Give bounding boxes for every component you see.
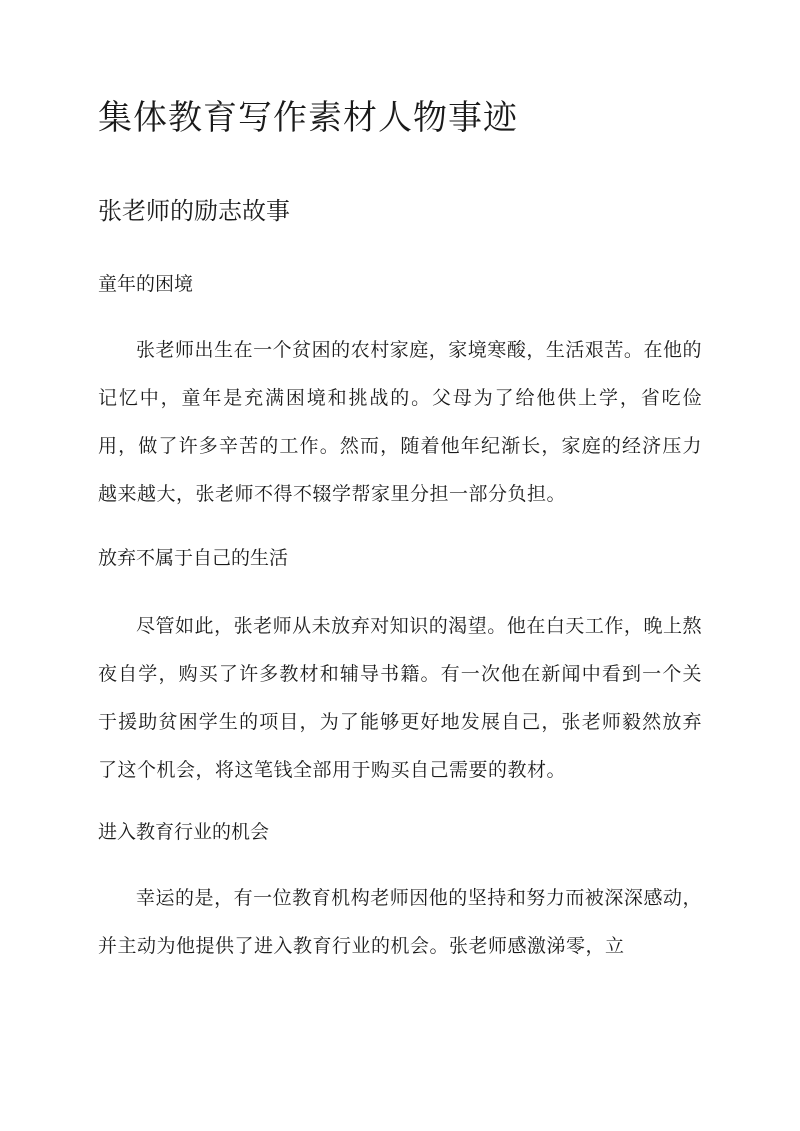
- paragraph-childhood: 张老师出生在一个贫困的农村家庭，家境寒酸，生活艰苦。在他的记忆中，童年是充满困境和挑战的。父母为了给他供上学，省吃俭用，做了许多辛苦的工作。然而，随着他年纪渐长，家庭的经济压力越来越大，张老师不得不辍学帮家里分担一部分负担。: [98, 339, 702, 505]
- paragraph-giving-up: 尽管如此，张老师从未放弃对知识的渴望。他在白天工作，晚上熬夜自学，购买了许多教材和辅导书籍。有一次他在新闻中看到一个关于援助贫困学生的项目，为了能够更好地发展自己，张老师毅然放弃了这个机会，将这笔钱全部用于购买自己需要的教材。: [98, 615, 702, 781]
- subheading-education-opportunity: 进入教育行业的机会: [98, 821, 270, 843]
- paragraph-education-opportunity: 幸运的是，有一位教育机构老师因他的坚持和努力而被深深感动，并主动为他提供了进入教育行业的机会。张老师感激涕零，立: [98, 887, 702, 957]
- document-title: 集体教育写作素材人物事迹: [98, 98, 518, 138]
- subheading-giving-up: 放弃不属于自己的生活: [98, 547, 289, 569]
- section-title: 张老师的励志故事: [98, 197, 290, 225]
- subheading-childhood: 童年的困境: [98, 273, 194, 295]
